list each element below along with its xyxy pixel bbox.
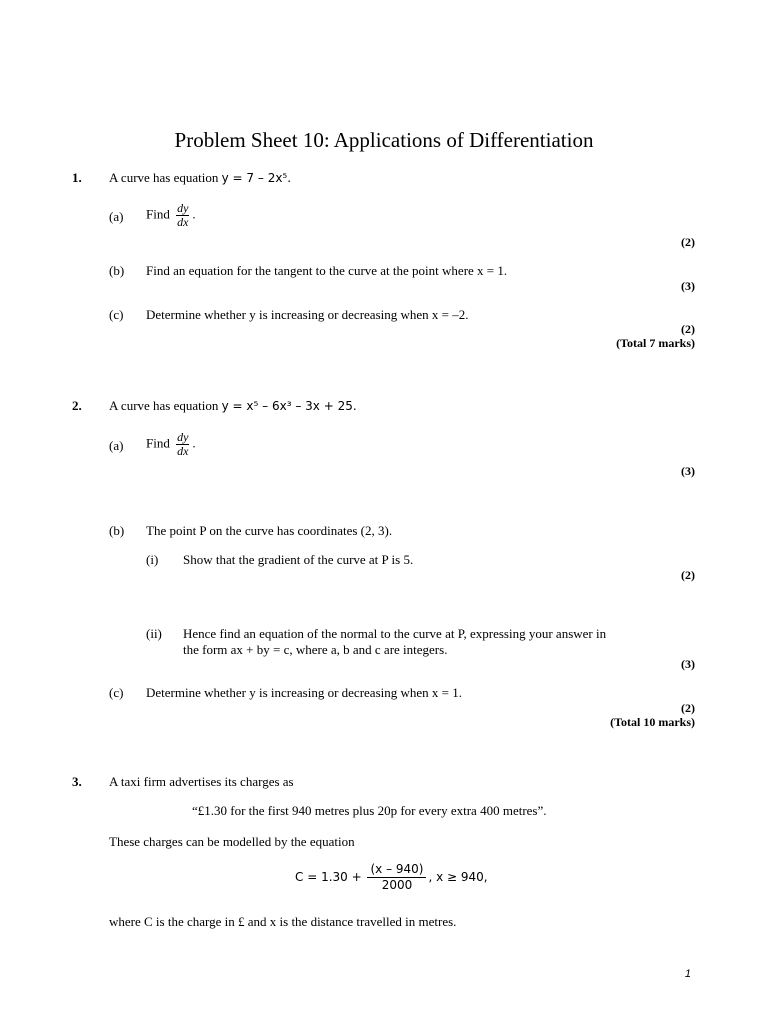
question-2bii-text-line1: Hence find an equation of the normal to the curve at P, expressing your answer in	[183, 626, 607, 641]
question-2-intro	[109, 399, 357, 414]
question-1c-text: Determine whether y is increasing or decreasing when x = –2.	[146, 307, 469, 322]
question-2c-marks: (2)	[681, 701, 695, 715]
question-1-total: (Total 7 marks)	[616, 336, 695, 350]
question-2bi-marks: (2)	[681, 568, 695, 582]
question-3-equation	[295, 862, 488, 893]
derivative-numerator: dy	[177, 201, 189, 215]
question-2bi-text: Show that the gradient of the curve at P is 5.	[183, 552, 414, 567]
question-1c-marks: (2)	[681, 322, 695, 336]
question-2bii-label: (ii)	[146, 626, 162, 641]
question-1c-label: (c)	[109, 307, 124, 322]
derivative-numerator: dy	[177, 430, 189, 444]
question-2b-text: The point P on the curve has coordinates (2, 3).	[146, 523, 393, 538]
question-3-model-text: These charges can be modelled by the equation	[109, 834, 355, 849]
question-1-number: 1.	[72, 170, 82, 185]
question-1-equation: y = 7 – 2x⁵.	[221, 171, 292, 185]
equation-fraction	[367, 862, 426, 893]
question-2a-text: Find $\frac{dy}{dx}$ .	[146, 430, 196, 459]
question-1a-find: Find	[146, 206, 170, 222]
question-3-where-text: where C is the charge in £ and x is the distance travelled in metres.	[109, 914, 457, 929]
fraction-numerator: (x – 940)	[367, 862, 426, 878]
question-2a-marks: (3)	[681, 464, 695, 478]
page-number: 1	[684, 968, 691, 980]
question-2bii-marks: (3)	[681, 657, 695, 671]
question-2c-text: Determine whether y is increasing or decreasing when x = 1.	[146, 685, 462, 700]
question-3-quote: “£1.30 for the first 940 metres plus 20p for every extra 400 metres”.	[192, 803, 547, 818]
question-1-intro-text: A curve has equation	[109, 170, 219, 185]
question-2a-label: (a)	[109, 438, 124, 453]
question-2a-derivative	[176, 431, 189, 458]
equation-lhs: C = 1.30 +	[295, 870, 362, 884]
page-title: Problem Sheet 10: Applications of Differentiation	[174, 128, 594, 152]
derivative-denominator: dx	[177, 215, 189, 230]
question-2a-find: Find	[146, 435, 170, 451]
question-1a-text: Find $\frac{dy}{dx}$ .	[146, 201, 196, 230]
question-2-equation: y = x⁵ – 6x³ – 3x + 25.	[221, 399, 357, 413]
question-2c-label: (c)	[109, 685, 124, 700]
question-1a-label: (a)	[109, 209, 124, 224]
question-2b-label: (b)	[109, 523, 125, 538]
question-2-intro-text: A curve has equation	[109, 398, 219, 413]
question-1b-text: Find an equation for the tangent to the curve at the point where x = 1.	[146, 263, 508, 278]
question-1b-marks: (3)	[681, 279, 695, 293]
question-2-number: 2.	[72, 398, 82, 413]
equation-rhs: , x ≥ 940,	[428, 870, 488, 884]
question-1b-label: (b)	[109, 263, 125, 278]
derivative-denominator: dx	[177, 444, 189, 459]
question-2bii-text-line2: the form ax + by = c, where a, b and c are integers.	[183, 642, 448, 657]
question-1a-derivative	[176, 202, 189, 229]
question-2bi-label: (i)	[146, 552, 159, 567]
fraction-denominator: 2000	[381, 878, 413, 892]
question-1a-marks: (2)	[681, 235, 695, 249]
question-3-number: 3.	[72, 774, 82, 789]
question-3-intro: A taxi firm advertises its charges as	[109, 774, 294, 789]
question-2-total: (Total 10 marks)	[610, 715, 695, 729]
question-1-intro	[109, 171, 291, 186]
